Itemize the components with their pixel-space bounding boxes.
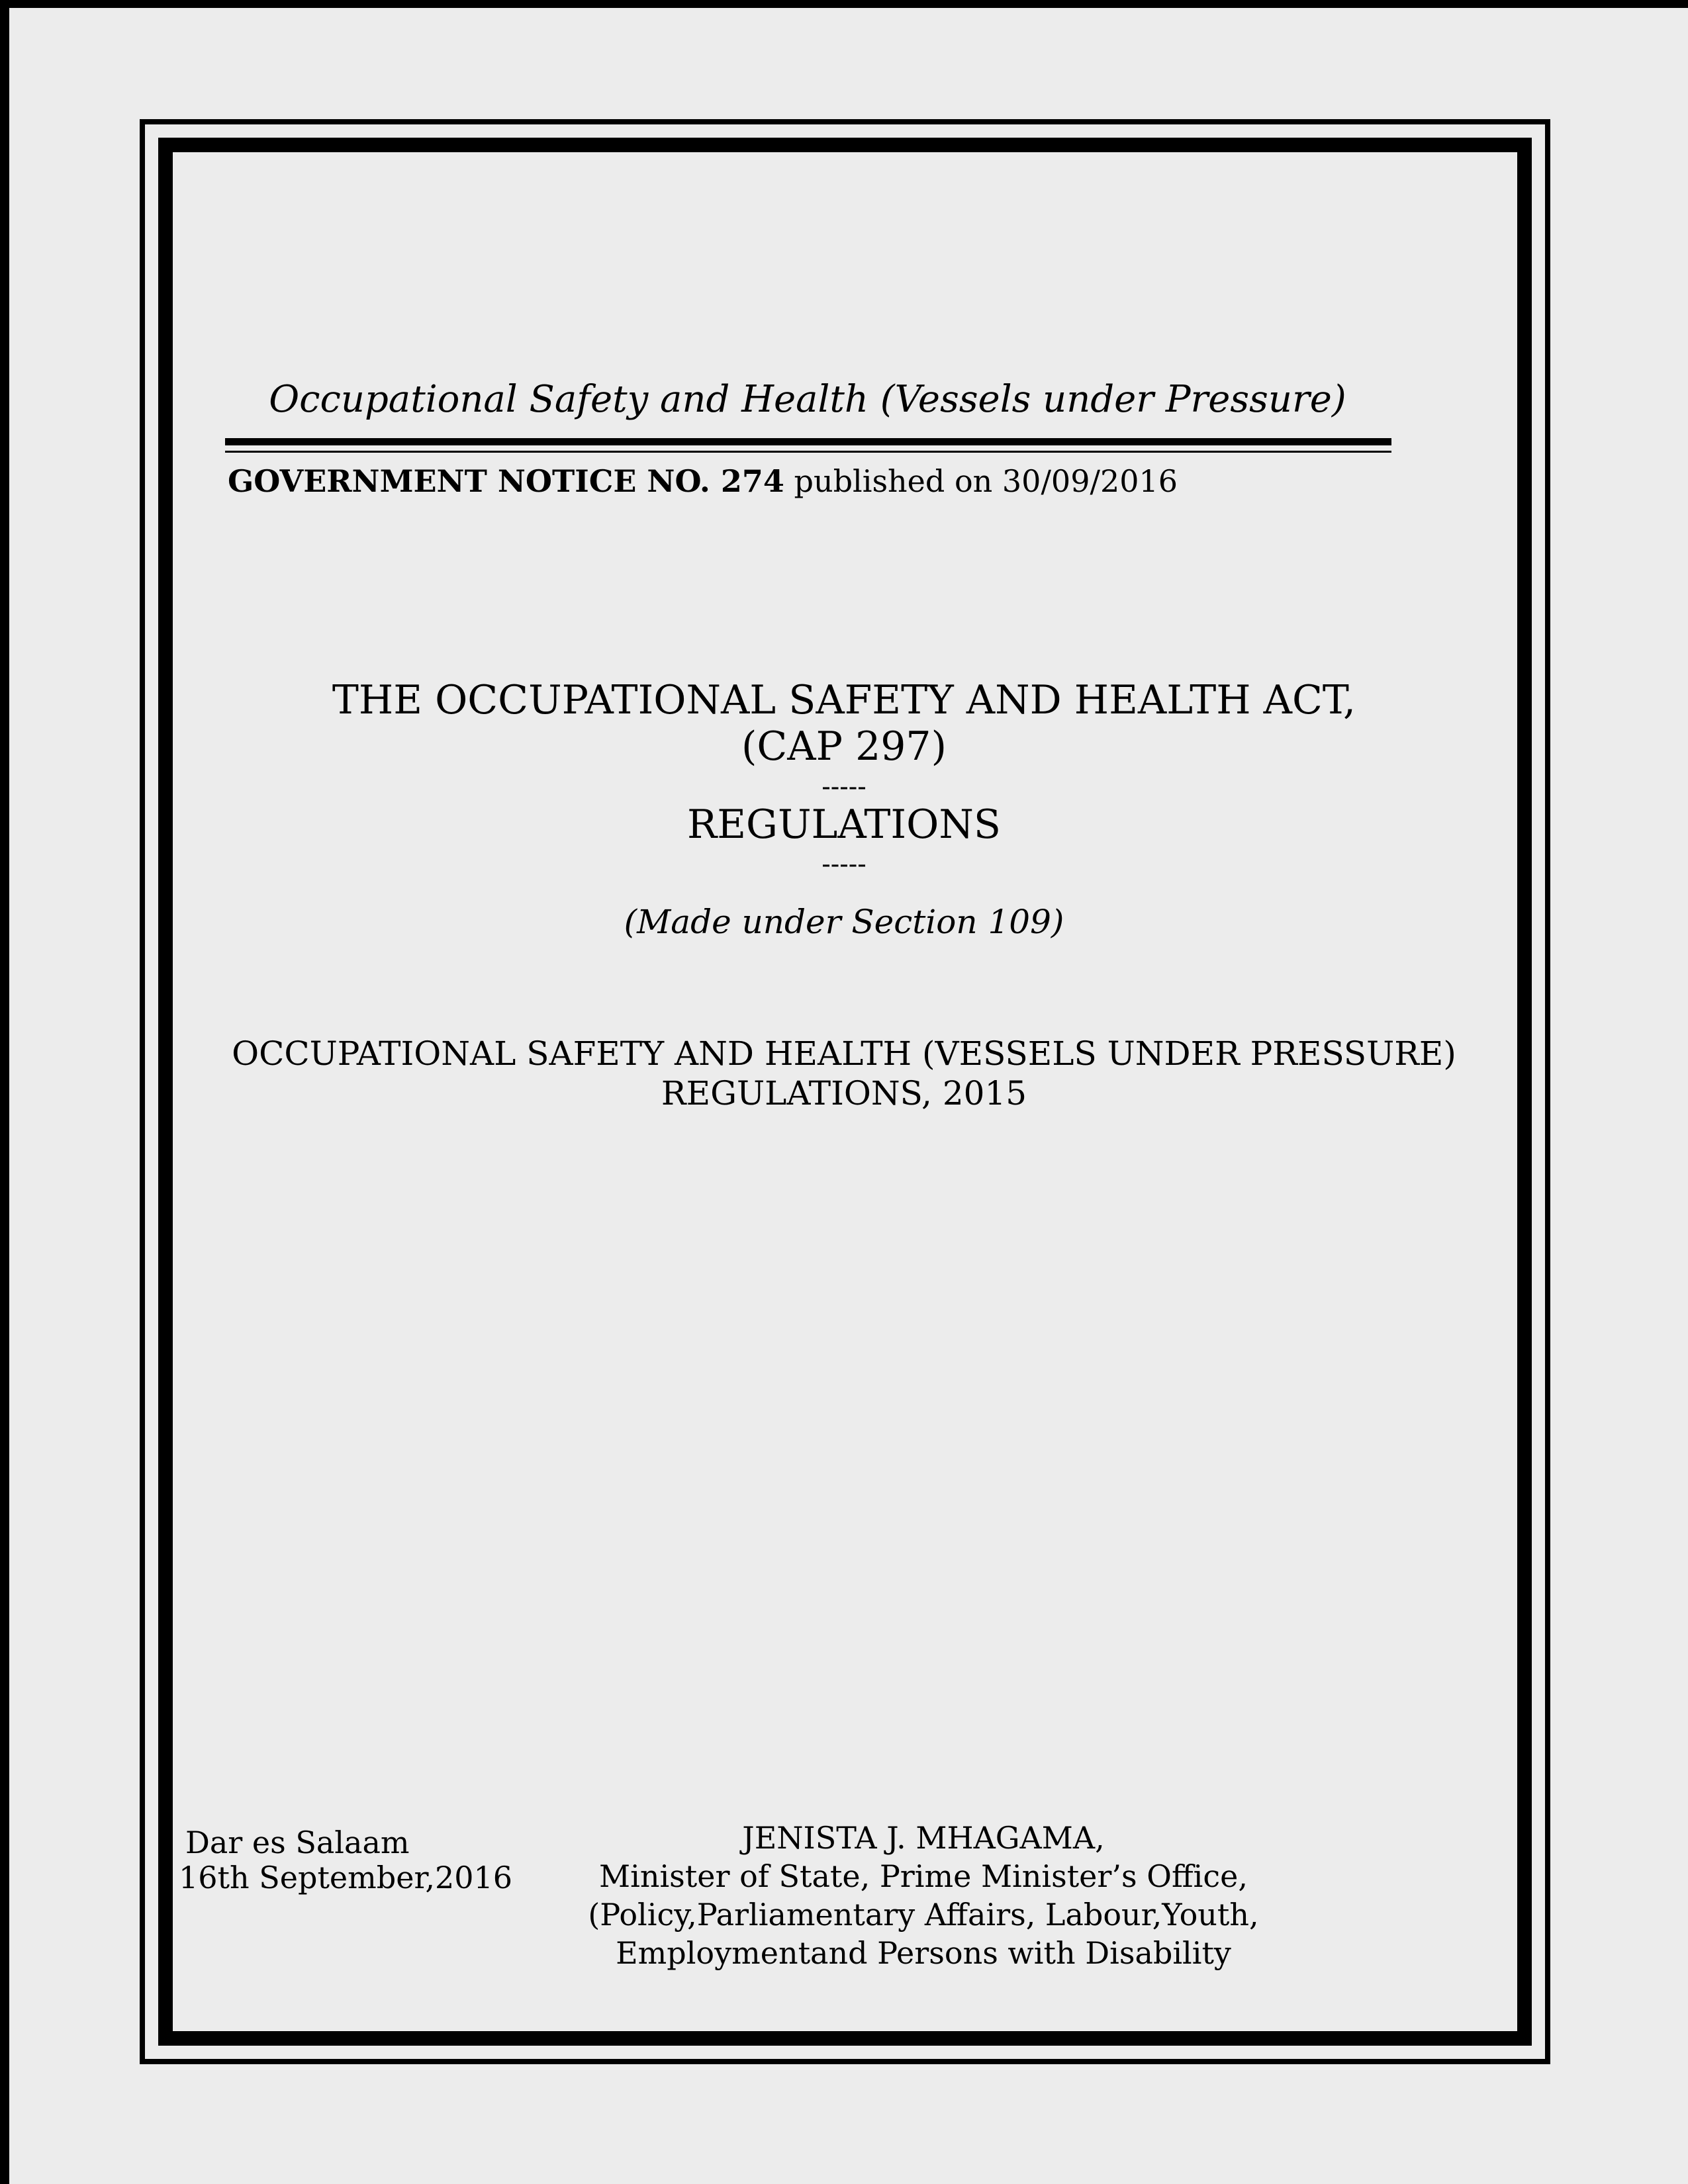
government-notice-number: GOVERNMENT NOTICE NO. 274: [228, 463, 784, 499]
signatory-title-line1: Minister of State, Prime Minister’s Office,: [599, 1858, 1248, 1894]
running-title: Occupational Safety and Health (Vessels under Pressure): [269, 378, 1346, 421]
government-notice-published: published on 30/09/2016: [784, 463, 1178, 499]
regulations-heading: REGULATIONS: [687, 801, 1001, 848]
separator-dashes-1: -----: [821, 772, 867, 802]
separator-dashes-2: -----: [821, 849, 867, 880]
title-rule-thick: [225, 438, 1391, 445]
act-title: THE OCCUPATIONAL SAFETY AND HEALTH ACT,: [332, 677, 1356, 723]
signatory-name: JENISTA J. MHAGAMA,: [742, 1820, 1105, 1856]
signatory-block: [503, 1819, 1344, 1972]
made-under-section: (Made under Section 109): [624, 903, 1064, 941]
government-notice-line: [228, 463, 1178, 500]
signatory-title-line3: Employmentand Persons with Disability: [616, 1935, 1231, 1971]
regulation-name-line1: OCCUPATIONAL SAFETY AND HEALTH (VESSELS UNDER PRESSURE): [232, 1034, 1456, 1073]
title-rule-thin: [225, 451, 1391, 453]
signatory-title-line2: (Policy,Parliamentary Affairs, Labour,Youth,: [588, 1897, 1259, 1933]
page-edge-top: [0, 0, 1688, 8]
regulation-name-line2: REGULATIONS, 2015: [661, 1074, 1027, 1113]
act-cap: (CAP 297): [741, 723, 947, 770]
signing-date: 16th September,2016: [179, 1860, 513, 1895]
signing-place: Dar es Salaam: [185, 1825, 410, 1860]
